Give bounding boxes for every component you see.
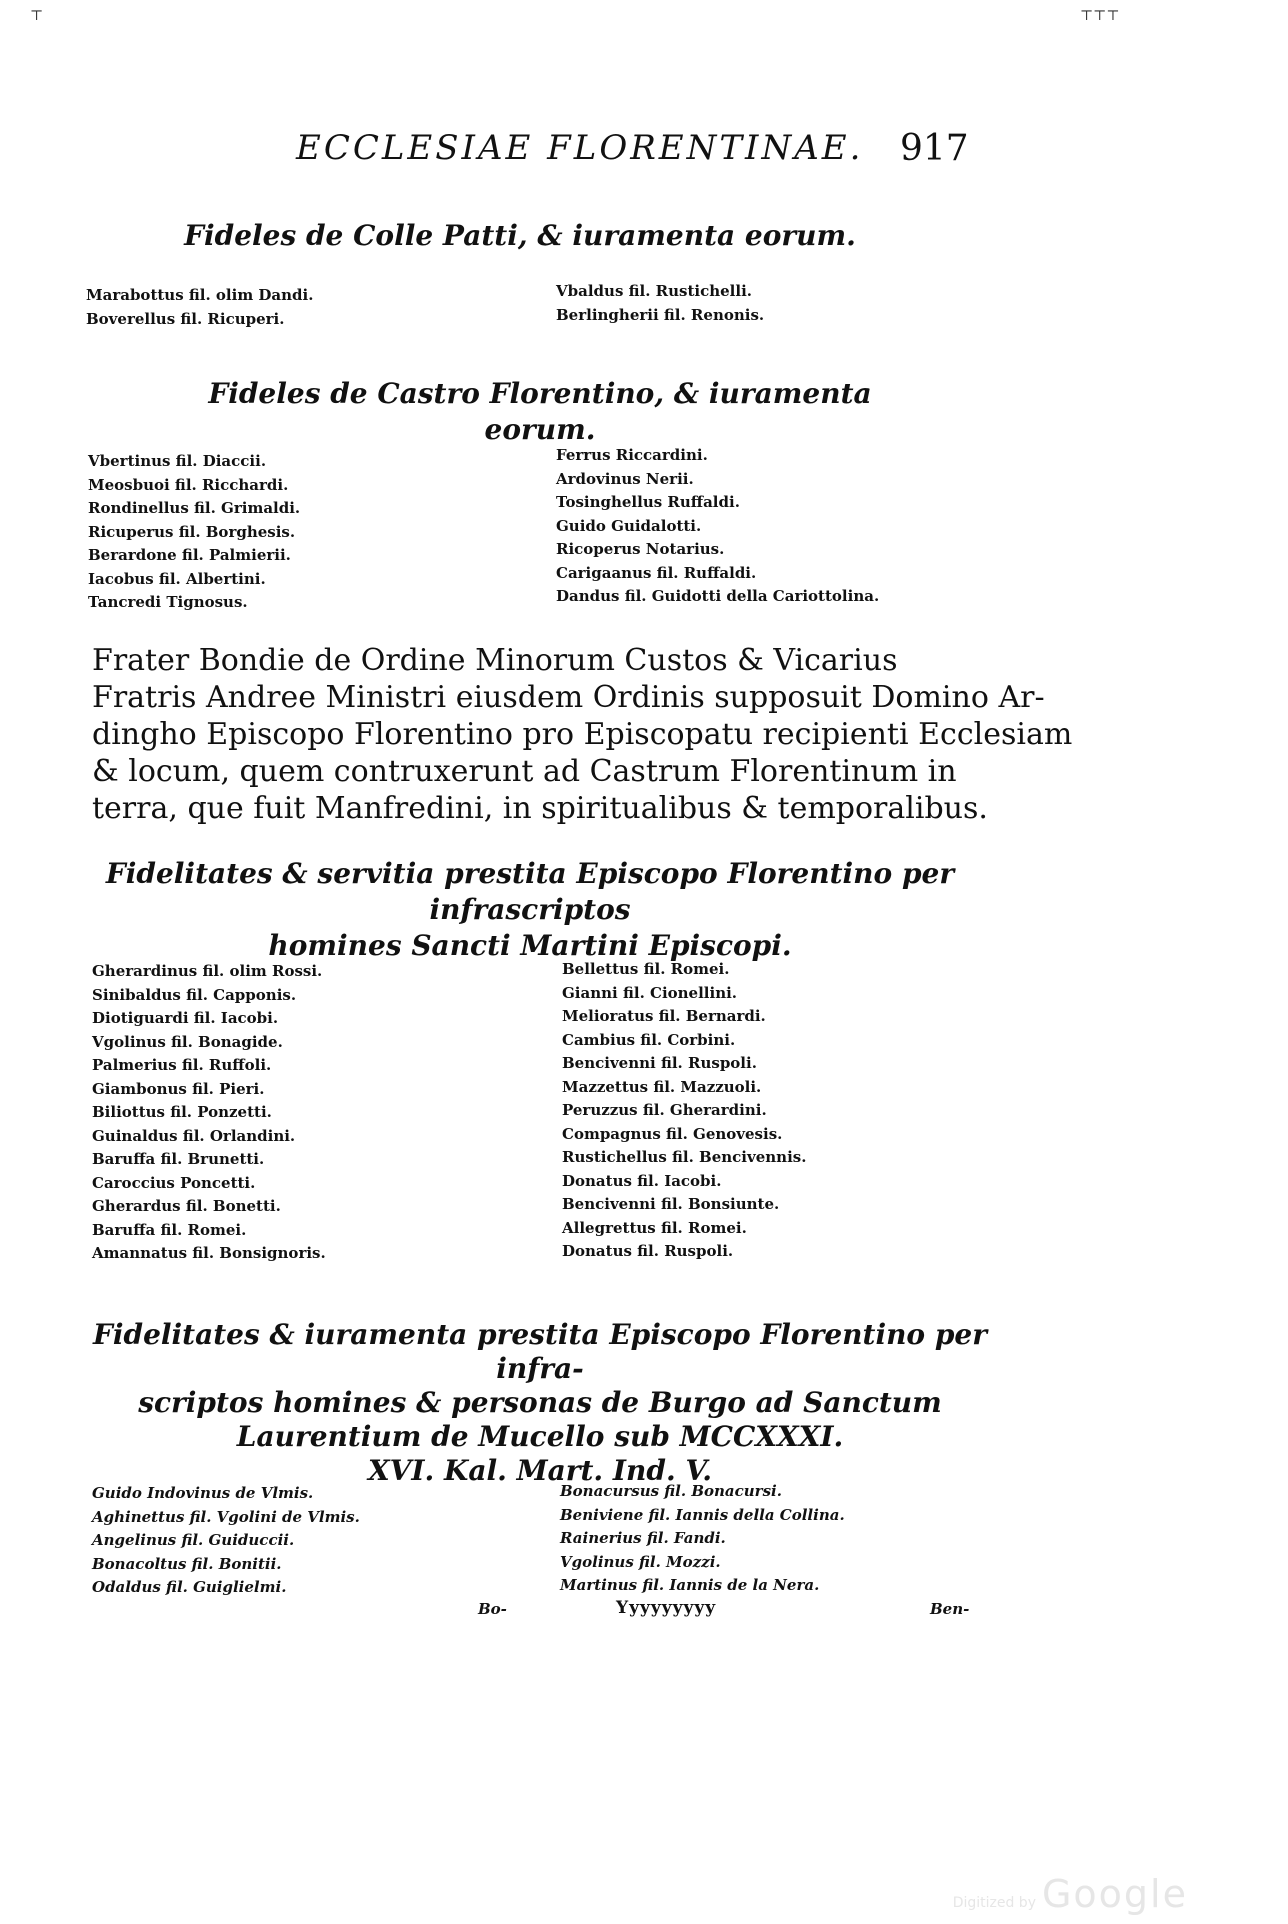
list-item: Bencivenni fil. Ruspoli. [562,1054,757,1072]
list-item: Gherardinus fil. olim Rossi. [92,962,323,980]
section4-title-line: Laurentium de Mucello sub MCCXXXI. [236,1420,844,1453]
section1-title: Fideles de Colle Patti, & iuramenta eorum. [184,219,856,252]
running-title: ECCLESIAE FLORENTINAE. [296,128,864,168]
list-item: Marabottus fil. olim Dandi. [86,286,314,304]
list-item: Aghinettus fil. Vgolini de Vlmis. [92,1507,360,1526]
section2-title: Fideles de Castro Florentino, & iuramenta eorum. [208,377,872,446]
section2-left-list [88,450,300,615]
list-item: Rainerius fil. Fandi. [560,1529,726,1547]
list-item: Biliottus fil. Ponzetti. [92,1103,272,1121]
list-item: Bencivenni fil. Bonsiunte. [562,1195,780,1213]
page-number: 917 [900,128,969,169]
list-item: Gherardus fil. Bonetti. [92,1197,281,1215]
list-item: Amannatus fil. Bonsignoris. [92,1244,326,1262]
list-item: Martinus fil. Iannis de la Nera. [560,1576,820,1594]
list-item: Caroccius Poncetti. [92,1173,256,1192]
catchword-right: Ben- [930,1600,970,1618]
paragraph-line: dingho Episcopo Florentino pro Episcopatu recipienti Ecclesiam [92,717,1073,752]
list-item: Peruzzus fil. Gherardini. [562,1101,767,1119]
list-item: Tosinghellus Ruffaldi. [556,493,740,511]
corner-mark-left: ⊤ [30,8,44,24]
list-item: Vgolinus fil. Bonagide. [92,1032,283,1051]
section2-right-list [556,444,879,609]
list-item: Allegrettus fil. Romei. [562,1218,747,1237]
watermark-prefix: Digitized by [952,1895,1036,1911]
list-item: Bellettus fil. Romei. [562,960,730,978]
google-logo: Google [1041,1872,1188,1916]
section1-right-list [556,280,764,327]
section4-right-list [560,1480,845,1598]
section3-title-line: Fidelitates & servitia prestita Episcopo Florentino per infrascriptos [105,857,955,926]
list-item: Compagnus fil. Genovesis. [562,1124,783,1143]
list-item: Giambonus fil. Pieri. [92,1079,265,1098]
list-item: Gianni fil. Cionellini. [562,983,738,1002]
paragraph-line: terra, que fuit Manfredini, in spiritualibus & temporalibus. [92,791,988,826]
list-item: Melioratus fil. Bernardi. [562,1007,766,1025]
list-item: Carigaanus fil. Ruffaldi. [556,563,757,582]
section3-title-line: homines Sancti Martini Episcopi. [268,929,792,962]
list-item: Cambius fil. Corbini. [562,1030,736,1049]
section3-title [60,856,1000,964]
list-item: Vgolinus fil. Mozzi. [560,1552,721,1571]
list-item: Ardovinus Nerii. [556,469,694,488]
list-item: Sinibaldus fil. Capponis. [92,985,297,1004]
list-item: Guinaldus fil. Orlandini. [92,1126,296,1145]
list-item: Palmerius fil. Ruffoli. [92,1056,272,1074]
list-item: Boverellus fil. Ricuperi. [86,309,285,328]
list-item: Iacobus fil. Albertini. [88,569,266,588]
list-item: Berlingherii fil. Renonis. [556,305,765,324]
section1-left-list [86,284,313,331]
list-item: Tancredi Tignosus. [88,593,248,611]
list-item: Guido Guidalotti. [556,516,702,535]
list-item: Donatus fil. Iacobi. [562,1171,722,1190]
catchword-left: Bo- [478,1600,507,1618]
list-item: Vbertinus fil. Diaccii. [88,452,267,470]
list-item: Baruffa fil. Romei. [92,1220,247,1239]
list-item: Bonacoltus fil. Bonitii. [92,1554,282,1573]
section4-title-line: scriptos homines & personas de Burgo ad Sanctum [138,1386,942,1419]
list-item: Vbaldus fil. Rustichelli. [556,282,752,300]
list-item: Ricoperus Notarius. [556,540,725,558]
list-item: Rustichellus fil. Bencivennis. [562,1148,807,1166]
list-item: Beniviene fil. Iannis della Collina. [560,1505,845,1524]
list-item: Berardone fil. Palmierii. [88,546,291,564]
list-item: Mazzettus fil. Mazzuoli. [562,1077,762,1096]
list-item: Angelinus fil. Guiduccii. [92,1531,295,1549]
list-item: Baruffa fil. Brunetti. [92,1150,265,1168]
section3-left-list [92,960,326,1266]
signature-mark: Yyyyyyyyy [616,1598,717,1618]
list-item: Dandus fil. Guidotti della Cariottolina. [556,587,880,605]
list-item: Bonacursus fil. Bonacursi. [560,1482,782,1500]
paragraph-line: Frater Bondie de Ordine Minorum Custos & Vicarius [92,643,898,678]
section3-right-list [562,958,806,1264]
list-item: Odaldus fil. Guiglielmi. [92,1578,287,1596]
section4-left-list [92,1482,360,1600]
paragraph-line: & locum, quem contruxerunt ad Castrum Florentinum in [92,754,957,789]
list-item: Ferrus Riccardini. [556,446,708,464]
section4-title-line: Fidelitates & iuramenta prestita Episcopo Florentino per infra- [92,1318,988,1385]
body-paragraph [92,642,1073,827]
section4-title [60,1318,1020,1488]
corner-mark-right: ⊤⊤⊤ [1080,8,1120,24]
list-item: Diotiguardi fil. Iacobi. [92,1009,279,1027]
list-item: Ricuperus fil. Borghesis. [88,522,296,541]
list-item: Guido Indovinus de Vlmis. [92,1484,314,1502]
list-item: Rondinellus fil. Grimaldi. [88,499,301,517]
paragraph-line: Fratris Andree Ministri eiusdem Ordinis supposuit Domino Ar- [92,680,1045,715]
digitized-watermark [953,1872,1188,1916]
section4-title-line: XVI. Kal. Mart. Ind. V. [367,1454,713,1487]
list-item: Donatus fil. Ruspoli. [562,1242,734,1260]
list-item: Meosbuoi fil. Ricchardi. [88,475,289,494]
